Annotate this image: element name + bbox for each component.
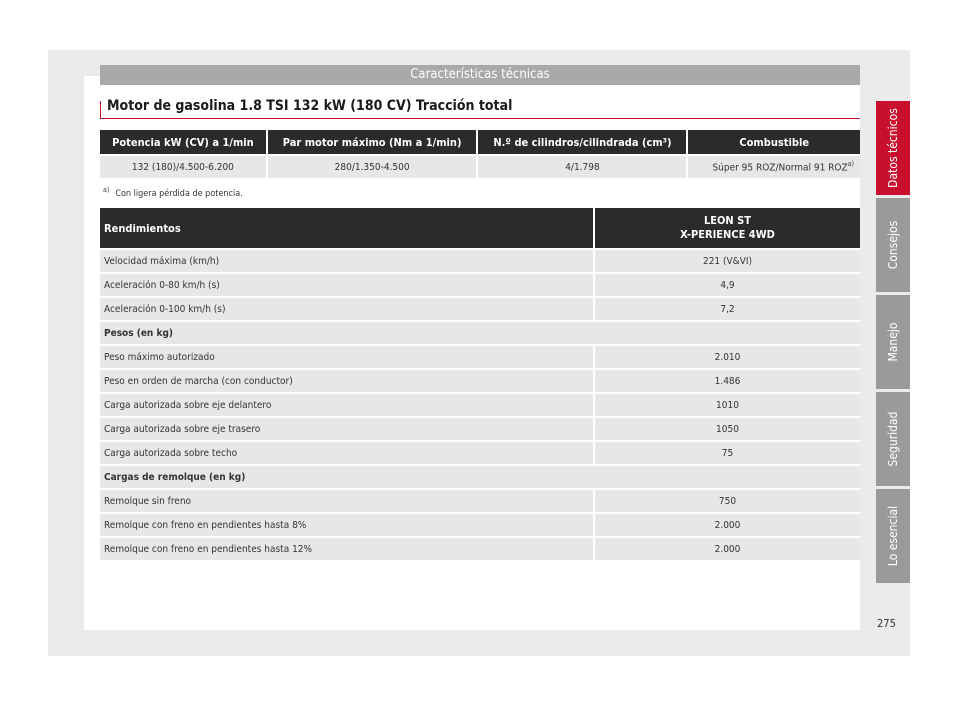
row-value: 75 xyxy=(595,442,860,464)
table-row xyxy=(100,490,860,512)
fuel-footnote-mark: a) xyxy=(847,160,854,169)
side-tab-label: Datos técnicos xyxy=(886,108,900,188)
engine-header-cylinders: N.º de cilindros/cilindrada (cm³) xyxy=(478,130,686,154)
group-row xyxy=(100,466,860,488)
engine-cell-cylinders: 4/1.798 xyxy=(478,156,686,178)
table-row xyxy=(100,418,860,440)
engine-cell-power: 132 (180)/4.500-6.200 xyxy=(100,156,266,178)
table-row xyxy=(100,538,860,560)
model-name: LEON ST xyxy=(703,214,752,227)
row-label: Remolque sin freno xyxy=(100,490,593,512)
row-label: Velocidad máxima (km/h) xyxy=(100,250,593,272)
group-heading: Pesos (en kg) xyxy=(100,322,860,344)
group-heading: Cargas de remolque (en kg) xyxy=(100,466,860,488)
footnote-text: Con ligera pérdida de potencia. xyxy=(115,189,243,199)
row-label: Carga autorizada sobre eje delantero xyxy=(100,394,593,416)
table-row xyxy=(100,394,860,416)
engine-cell-fuel xyxy=(688,156,860,178)
side-tab-datos-tecnicos[interactable] xyxy=(876,101,910,195)
performance-table xyxy=(98,206,862,562)
row-value: 1.486 xyxy=(595,370,860,392)
side-tab-label: Lo esencial xyxy=(886,505,900,567)
row-label: Aceleración 0-80 km/h (s) xyxy=(100,274,593,296)
side-tab-lo-esencial[interactable] xyxy=(876,489,910,583)
side-tab-label: Manejo xyxy=(886,322,900,362)
performance-header-label: Rendimientos xyxy=(100,208,593,248)
table-row xyxy=(100,298,860,320)
row-value: 4,9 xyxy=(595,274,860,296)
footnote xyxy=(103,186,243,199)
group-row xyxy=(100,322,860,344)
table-row xyxy=(100,442,860,464)
engine-table xyxy=(98,128,862,180)
table-row xyxy=(100,514,860,536)
footnote-mark: a) xyxy=(103,186,110,194)
page-title: Motor de gasolina 1.8 TSI 132 kW (180 CV) Tracción total xyxy=(107,98,513,114)
engine-table-row xyxy=(100,156,860,178)
table-row xyxy=(100,346,860,368)
fuel-value: Súper 95 ROZ/Normal 91 ROZ xyxy=(712,162,848,174)
title-underline xyxy=(100,118,860,119)
row-label: Peso máximo autorizado xyxy=(100,346,593,368)
row-value: 1010 xyxy=(595,394,860,416)
table-row xyxy=(100,370,860,392)
row-label: Peso en orden de marcha (con conductor) xyxy=(100,370,593,392)
table-row xyxy=(100,250,860,272)
engine-header-torque: Par motor máximo (Nm a 1/min) xyxy=(268,130,477,154)
side-tab-label: Seguridad xyxy=(886,411,900,467)
title-accent-bar xyxy=(100,101,101,118)
engine-header-power: Potencia kW (CV) a 1/min xyxy=(100,130,266,154)
side-tab-consejos[interactable] xyxy=(876,198,910,292)
row-value: 2.000 xyxy=(595,538,860,560)
side-tab-label: Consejos xyxy=(886,220,900,270)
row-value: 750 xyxy=(595,490,860,512)
row-value: 7,2 xyxy=(595,298,860,320)
row-label: Carga autorizada sobre techo xyxy=(100,442,593,464)
performance-table-body xyxy=(100,250,860,560)
row-value: 2.000 xyxy=(595,514,860,536)
row-label: Aceleración 0-100 km/h (s) xyxy=(100,298,593,320)
engine-header-fuel: Combustible xyxy=(688,130,860,154)
page-number: 275 xyxy=(877,617,896,630)
side-tab-seguridad[interactable] xyxy=(876,392,910,486)
row-label: Carga autorizada sobre eje trasero xyxy=(100,418,593,440)
model-variant: X-PERIENCE 4WD xyxy=(680,228,775,241)
row-value: 221 (V&VI) xyxy=(595,250,860,272)
side-tab-manejo[interactable] xyxy=(876,295,910,389)
engine-cell-torque: 280/1.350-4.500 xyxy=(268,156,477,178)
engine-table-header-row xyxy=(100,130,860,154)
table-row xyxy=(100,274,860,296)
section-header: Características técnicas xyxy=(100,65,860,85)
row-value: 1050 xyxy=(595,418,860,440)
row-label: Remolque con freno en pendientes hasta 12% xyxy=(100,538,593,560)
performance-header-model xyxy=(595,208,860,248)
row-value: 2.010 xyxy=(595,346,860,368)
performance-header-row xyxy=(100,208,860,248)
row-label: Remolque con freno en pendientes hasta 8% xyxy=(100,514,593,536)
